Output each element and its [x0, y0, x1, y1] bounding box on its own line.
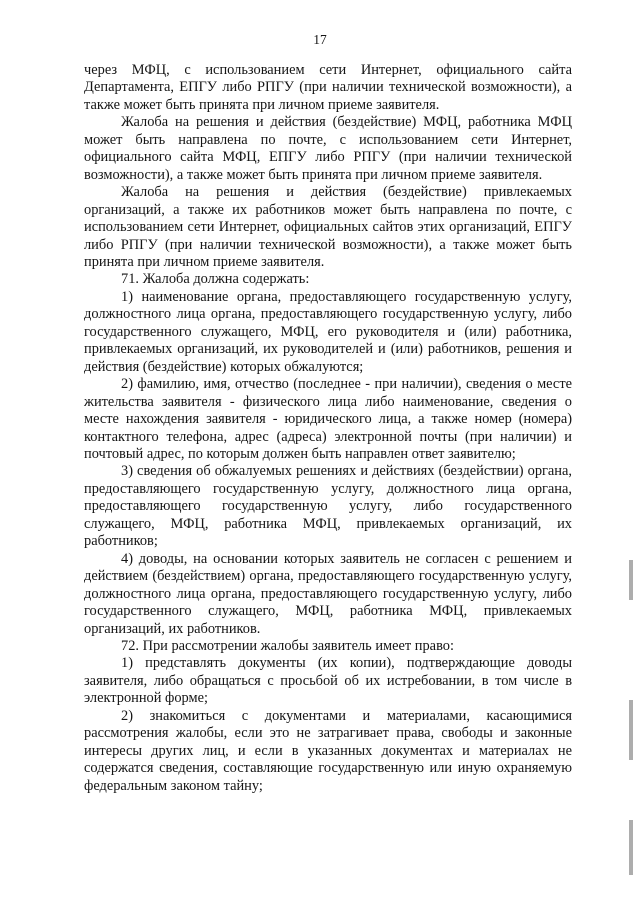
paragraph-mfc-complaint: Жалоба на решения и действия (бездействие) МФЦ, работника МФЦ может быть направлена по почте, с использованием сети Интернет, официального сайта МФЦ, ЕПГУ либо РПГУ (при наличии технической возможности), а также может быть принята при личном приеме заявителя. [84, 114, 572, 183]
page-number: 17 [313, 32, 327, 47]
list-item-71-3: 3) сведения об обжалуемых решениях и действиях (бездействии) органа, предоставляющего государственную услугу, должностного лица органа, предоставляющего государственную услугу, либо государственного служащего, МФЦ, работника МФЦ, привлекаемых организаций, их работников; [84, 463, 572, 550]
paragraph-continuation: через МФЦ, с использованием сети Интернет, официального сайта Департамента, ЕПГУ либо РПГУ (при наличии технической возможности), а также может быть принята при личном приеме заявителя. [84, 62, 572, 113]
list-item-71-2: 2) фамилию, имя, отчество (последнее - при наличии), сведения о месте жительства заявителя - физического лица либо наименование, сведения о месте нахождения заявителя - юридического лица, а также номер (номера) контактного телефона, адрес (адреса) электронной почты (при наличии) и почтовый адрес, по которым должен быть направлен ответ заявителю; [84, 376, 572, 462]
section-72-heading: 72. При рассмотрении жалобы заявитель имеет право: [121, 637, 454, 654]
section-71-heading: 71. Жалоба должна содержать: [121, 271, 310, 288]
scan-edge-mark [629, 820, 633, 875]
paragraph-organizations-complaint: Жалоба на решения и действия (бездействие) привлекаемых организаций, а также их работников может быть направлена по почте, с использованием сети Интернет, официальных сайтов этих организаций, ЕПГУ либо РПГУ (при наличии технической возможности), а также может быть принята при личном приеме заявителя. [84, 184, 572, 270]
scan-edge-mark [629, 560, 633, 600]
list-item-72-1: 1) представлять документы (их копии), подтверждающие доводы заявителя, либо обращаться с просьбой об их истребовании, в том числе в электронной форме; [84, 655, 572, 707]
document-body [84, 62, 572, 795]
list-item-71-1: 1) наименование органа, предоставляющего государственную услугу, должностного лица органа, предоставляющего государственную услугу, либо государственного служащего, МФЦ, его руководителя и (или) работника, привлекаемых организаций, их руководителей и (или) работников, решения и действия (бездействие) которых обжалуются; [84, 288, 572, 375]
scan-edge-mark [629, 700, 633, 760]
list-item-71-4: 4) доводы, на основании которых заявитель не согласен с решением и действием (бездействием) органа, предоставляющего государственную услугу, должностного лица органа, предоставляющего государственную услугу, либо государственного служащего, МФЦ, работника МФЦ, привлекаемых организаций, их работников. [84, 550, 572, 637]
list-item-72-2: 2) знакомиться с документами и материалами, касающимися рассмотрения жалобы, если это не затрагивает права, свободы и законные интересы других лиц, и если в указанных документах и материалах не содержатся сведения, составляющие государственную или иную охраняемую федеральным законом тайну; [84, 707, 572, 794]
